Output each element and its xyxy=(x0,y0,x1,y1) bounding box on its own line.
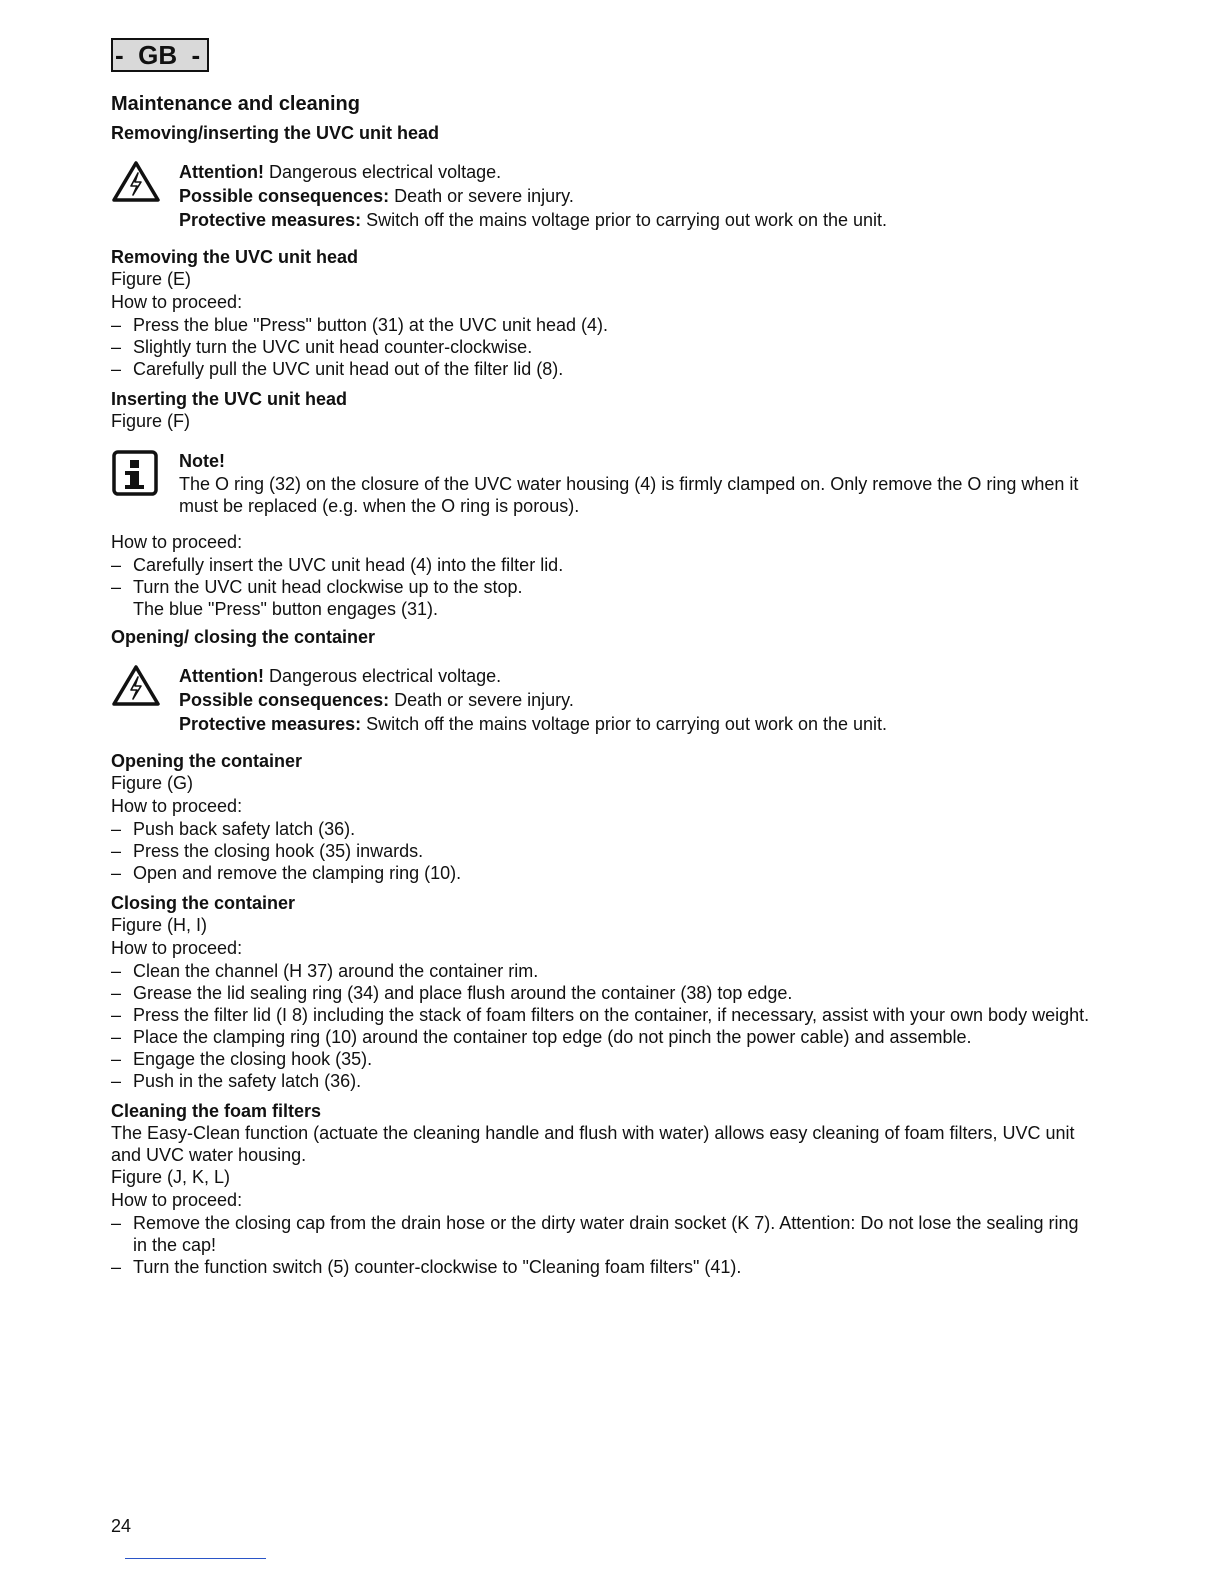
footer-divider xyxy=(125,1558,266,1559)
list-item: – Engage the closing hook (35). xyxy=(111,1048,1091,1070)
figure-ref: Figure (H, I) xyxy=(111,915,208,935)
list-item: – Push back safety latch (36). xyxy=(111,818,1091,840)
how-to-proceed: How to proceed: xyxy=(111,796,243,816)
electrical-warning-icon xyxy=(111,160,179,232)
subsection-heading: Inserting the UVC unit head xyxy=(111,389,348,409)
warning-label: Attention! xyxy=(179,666,264,686)
page-number: 24 xyxy=(111,1516,132,1536)
list-item: – Press the blue "Press" button (31) at the UVC unit head (4). xyxy=(111,314,1091,336)
section-heading: Opening/ closing the container xyxy=(111,627,376,647)
list-item: – Carefully insert the UVC unit head (4) into the filter lid. xyxy=(111,554,1091,576)
list-item: – Open and remove the clamping ring (10). xyxy=(111,862,1091,884)
list-item: – Turn the UVC unit head clockwise up to the stop. xyxy=(111,576,1091,598)
steps-list xyxy=(111,818,1091,884)
subsection-heading: Opening the container xyxy=(111,751,303,771)
consequences-label: Possible consequences: xyxy=(179,186,390,206)
note-text: The O ring (32) on the closure of the UVC water housing (4) is firmly clamped on. Only remove the O ring when it must be replaced (e.g. when the O ring is porous). xyxy=(179,474,1079,516)
consequences-label: Possible consequences: xyxy=(179,690,390,710)
language-tag: - GB - xyxy=(111,38,209,72)
list-item: – Carefully pull the UVC unit head out of the filter lid (8). xyxy=(111,358,1091,380)
list-item: – Press the filter lid (I 8) including the stack of foam filters on the container, if necessary, assist with your own body weight. xyxy=(111,1004,1091,1026)
note-label: Note! xyxy=(179,451,225,471)
how-to-proceed: How to proceed: xyxy=(111,292,243,312)
list-item: – Push in the safety latch (36). xyxy=(111,1070,1091,1092)
figure-ref: Figure (E) xyxy=(111,269,192,289)
consequences-text: Death or severe injury. xyxy=(389,690,574,710)
steps-list xyxy=(111,1212,1091,1278)
list-item: – Clean the channel (H 37) around the container rim. xyxy=(111,960,1091,982)
warning-block xyxy=(111,160,1091,232)
steps-list xyxy=(111,554,1091,598)
figure-ref: Figure (F) xyxy=(111,411,191,431)
document-page xyxy=(111,38,1091,1278)
subsection-heading: Cleaning the foam filters xyxy=(111,1101,322,1121)
subsection-heading: Removing the UVC unit head xyxy=(111,247,359,267)
steps-list xyxy=(111,314,1091,380)
figure-ref: Figure (J, K, L) xyxy=(111,1167,231,1187)
list-item: – Slightly turn the UVC unit head counter-clockwise. xyxy=(111,336,1091,358)
how-to-proceed: How to proceed: xyxy=(111,938,243,958)
consequences-text: Death or severe injury. xyxy=(389,186,574,206)
measures-text: Switch off the mains voltage prior to carrying out work on the unit. xyxy=(361,210,888,230)
warning-label: Attention! xyxy=(179,162,264,182)
intro-text: The Easy-Clean function (actuate the cleaning handle and flush with water) allows easy cleaning of foam filters, UVC unit and UVC water housing. xyxy=(111,1123,1075,1165)
subsection-heading: Closing the container xyxy=(111,893,296,913)
measures-label: Protective measures: xyxy=(179,714,362,734)
list-item: – Place the clamping ring (10) around the container top edge (do not pinch the power cable) and assemble. xyxy=(111,1026,1091,1048)
warning-text: Dangerous electrical voltage. xyxy=(263,666,502,686)
list-item: – Press the closing hook (35) inwards. xyxy=(111,840,1091,862)
measures-text: Switch off the mains voltage prior to carrying out work on the unit. xyxy=(361,714,888,734)
electrical-warning-icon xyxy=(111,664,179,736)
list-item: – Remove the closing cap from the drain hose or the dirty water drain socket (K 7). Attention: Do not lose the sealing ring in the cap! xyxy=(111,1212,1091,1256)
list-item: – Turn the function switch (5) counter-clockwise to "Cleaning foam filters" (41). xyxy=(111,1256,1091,1278)
note-block xyxy=(111,449,1091,517)
how-to-proceed: How to proceed: xyxy=(111,532,243,552)
figure-ref: Figure (G) xyxy=(111,773,194,793)
info-icon xyxy=(111,449,179,517)
warning-block xyxy=(111,664,1091,736)
measures-label: Protective measures: xyxy=(179,210,362,230)
page-title: Maintenance and cleaning xyxy=(111,93,360,115)
section-heading: Removing/inserting the UVC unit head xyxy=(111,123,440,143)
warning-text: Dangerous electrical voltage. xyxy=(263,162,502,182)
list-item: – Grease the lid sealing ring (34) and place flush around the container (38) top edge. xyxy=(111,982,1091,1004)
step-continuation: The blue "Press" button engages (31). xyxy=(133,599,438,619)
how-to-proceed: How to proceed: xyxy=(111,1190,243,1210)
steps-list xyxy=(111,960,1091,1092)
